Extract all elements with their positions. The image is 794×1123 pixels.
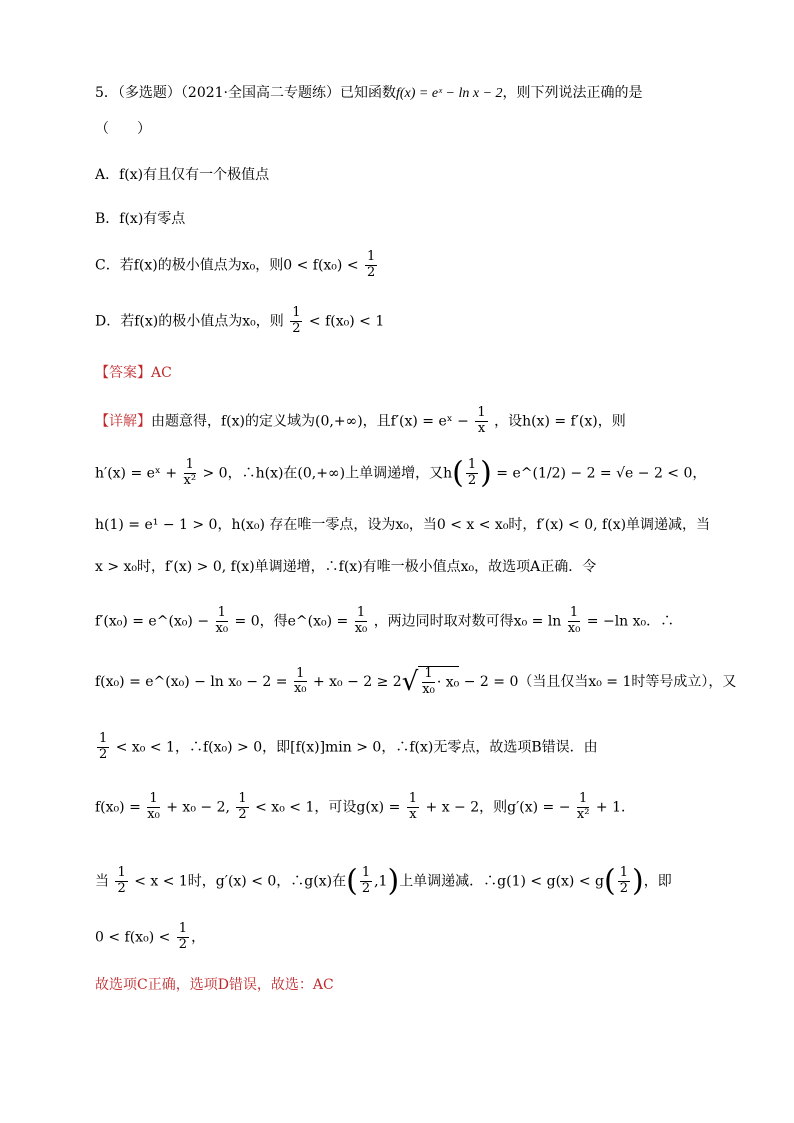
paren-left: ( [452, 455, 464, 491]
fraction [407, 792, 419, 823]
detail-line-7 [95, 732, 598, 763]
detail-text: = e^(1/2) − 2 = √e − 2 < 0， [496, 465, 707, 482]
detail-text: ，设h(x) = f′(x)，则 [494, 413, 626, 430]
frac-den: x₀ [354, 620, 368, 636]
frac-num: 1 [619, 865, 628, 880]
detail-text: f′(x₀) = e^(x₀) − [95, 613, 210, 630]
detail-text: = −ln x₀．∴ [586, 613, 675, 630]
detail-text: h′(x) = eˣ + [95, 465, 178, 482]
frac-num: 1 [367, 249, 376, 264]
detail-text: < x₀ < 1，∴f(x₀) > 0，即[f(x)]min > 0，∴f(x)无零点，故选项B错误．由 [115, 739, 598, 756]
fraction-half [115, 866, 127, 897]
question-line [95, 86, 643, 101]
frac-num: 1 [408, 791, 418, 806]
detail-line-6 [95, 666, 736, 698]
detail-text: + 1． [595, 799, 635, 816]
paren-left: ( [604, 863, 616, 899]
detail-text: > 0，∴h(x)在(0,+∞)上单调递增，又h [202, 465, 453, 482]
option-c-text: C．若f(x)的极小值点为x₀，则0 < f(x₀) < [95, 257, 359, 274]
sqrt-body [418, 666, 459, 698]
detail-line-4: x > x₀时，f′(x) > 0, f(x)单调递增，∴f(x)有唯一极小值点x₀，故选项A正确．令 [95, 559, 597, 575]
frac-num: 1 [216, 606, 229, 622]
frac-num: 1 [568, 606, 581, 622]
frac-num: 1 [577, 792, 590, 808]
fraction [184, 458, 197, 489]
fraction [577, 792, 590, 823]
frac-den: 2 [292, 320, 301, 336]
detail-line-1 [95, 406, 626, 437]
detail-text: − 2 = 0（当且仅当x₀ = 1时等号成立），又 [463, 673, 737, 690]
option-b: B．f(x)有零点 [95, 211, 186, 227]
detail-text: + x₀ − 2, [166, 799, 230, 816]
frac-num: 1 [178, 921, 188, 936]
option-d-text: D．若f(x)的极小值点为x₀，则 [95, 313, 284, 330]
option-d-post: < f(x₀) < 1 [308, 313, 385, 330]
detail-text: ， [191, 929, 206, 946]
frac-num: 1 [147, 792, 160, 808]
detail-line-10 [95, 922, 205, 953]
question-tag: （多选题）（2021·全国高二专题练）已知函数 [117, 85, 396, 101]
frac-den: x₀ [422, 681, 435, 697]
frac-num: 1 [355, 606, 368, 622]
option-a: A．f(x)有且仅有一个极值点 [95, 167, 270, 183]
frac-num: 1 [294, 667, 307, 683]
detail-text: < x < 1时，g′(x) < 0，∴g(x)在 [134, 873, 347, 890]
frac-den: 2 [467, 472, 477, 488]
detail-line-2 [95, 455, 707, 491]
paren-left: ( [346, 863, 358, 899]
final-conclusion: 故选项C正确，选项D错误，故选：AC [95, 977, 334, 993]
sqrt-sign: √ [401, 666, 419, 697]
fraction-half [290, 306, 302, 337]
frac-den: 2 [238, 806, 247, 822]
frac-den: 2 [367, 264, 376, 280]
detail-text: f(x₀) = [95, 799, 141, 816]
detail-label: 【详解】 [95, 413, 151, 430]
frac-num: 1 [292, 305, 301, 320]
frac-den: x₀ [215, 620, 229, 636]
detail-line-8 [95, 792, 635, 823]
question-blank: （ ） [95, 121, 151, 137]
detail-text: f(x₀) = e^(x₀) − ln x₀ − 2 = [95, 673, 288, 690]
fraction-half [365, 250, 377, 281]
fraction [147, 792, 160, 823]
fraction-half [97, 732, 109, 763]
detail-text: < x₀ < 1，可设g(x) = [255, 799, 401, 816]
detail-line-9: 当 $\frac{1}{2}$ < x < 1时，g′(x) < 0，∴g(x)在( $\frac{1}{2}$ ,1)上单调递减．∴g(1) < g(x) < g( $\frac{1}{2}$ )，即 [95, 863, 672, 899]
frac-num: 1 [467, 457, 477, 472]
option-d [95, 306, 384, 337]
frac-den: x² [183, 472, 197, 488]
frac-den: x² [576, 806, 590, 822]
frac-den: x [409, 806, 417, 822]
detail-text: + x₀ − 2 ≥ 2 [312, 673, 402, 690]
detail-text: + x − 2，则g′(x) = − [425, 799, 571, 816]
frac-den: 2 [619, 880, 628, 896]
fraction [294, 667, 307, 698]
question-function: f(x) = eˣ − ln x − 2 [396, 86, 503, 101]
frac-num: 1 [477, 405, 486, 420]
fraction-half [618, 866, 630, 897]
frac-num: 1 [99, 731, 108, 746]
detail-text: = 0，得e^(x₀) = [234, 613, 349, 630]
detail-text: ，即 [643, 873, 672, 890]
fraction-half [177, 922, 189, 953]
frac-den: 2 [117, 880, 126, 896]
paren-right: ) [387, 863, 400, 899]
answer-value: AC [151, 365, 172, 381]
frac-num: 1 [422, 667, 435, 683]
frac-den: x₀ [293, 681, 307, 697]
frac-den: 2 [178, 936, 188, 952]
paren-right: ) [480, 455, 492, 491]
frac-num: 1 [117, 865, 126, 880]
option-c [95, 250, 379, 281]
paren-right: ) [632, 863, 644, 899]
detail-text: ，两边同时取对数可得x₀ = ln [373, 613, 562, 630]
interval-end: 1 [378, 873, 388, 890]
detail-line-5 [95, 606, 674, 637]
fraction [216, 606, 229, 637]
frac-num: 1 [361, 865, 371, 880]
detail-text: 当 [95, 873, 109, 890]
detail-text: · x₀ [436, 674, 460, 691]
question-tail: ，则下列说法正确的是 [502, 85, 643, 101]
frac-num: 1 [238, 791, 247, 806]
fraction [568, 606, 581, 637]
fraction-half [360, 866, 372, 897]
fraction-half [236, 792, 248, 823]
detail-text: 上单调递减．∴g(1) < g(x) < g [399, 873, 604, 890]
answer-label: 【答案】 [95, 365, 151, 381]
fraction [355, 606, 368, 637]
frac-num: 1 [184, 458, 197, 474]
answer-line [95, 366, 172, 380]
frac-den: 2 [361, 880, 371, 896]
detail-line-3: h(1) = e¹ − 1 > 0，h(x₀) 存在唯一零点，设为x₀，当0 < x < x₀时，f′(x) < 0, f(x)单调递减，当 [95, 517, 711, 533]
fraction [422, 667, 435, 698]
frac-den: 2 [99, 746, 108, 762]
fraction [475, 406, 487, 437]
question-number: 5． [95, 85, 118, 101]
frac-den: x₀ [147, 806, 160, 822]
frac-den: x [477, 420, 486, 436]
detail-text: 由题意得，f(x)的定义域为(0,+∞)，且f′(x) = eˣ − [151, 413, 469, 430]
frac-den: x₀ [567, 620, 581, 636]
detail-text: 0 < f(x₀) < [95, 929, 171, 946]
fraction-half [466, 458, 478, 489]
